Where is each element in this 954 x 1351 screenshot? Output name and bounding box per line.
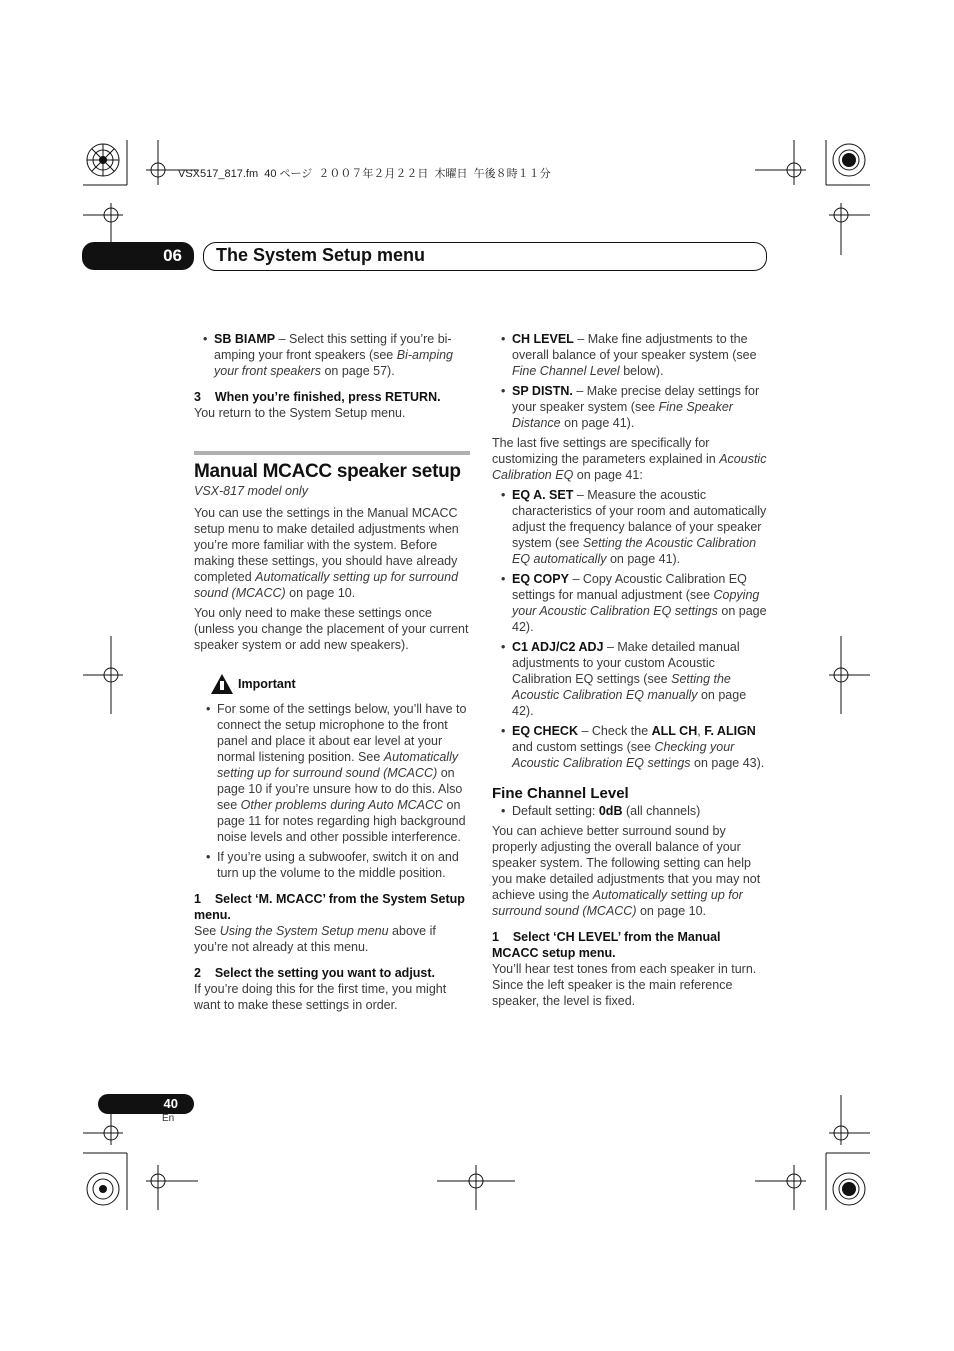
list-item-eq-check: • EQ CHECK – Check the ALL CH, F. ALIGN and custom settings (see Checking your Acoustic Calibration EQ settings on page 43). [492,723,768,771]
step-3-heading: 3 When you’re finished, press RETURN. [194,390,441,404]
important-heading: Important [210,673,470,695]
intro-paragraph-2: You only need to make these settings once (unless you change the placement of your current speaker system or add new speakers). [194,606,469,652]
step-1-text: See Using the System Setup menu above if you’re not already at this menu. [194,924,436,954]
language-code: En [162,1113,175,1124]
chapter-number: 06 [163,246,182,265]
model-note: VSX-817 model only [194,484,308,498]
right-column [492,331,768,1009]
step-2-heading: 2 Select the setting you want to adjust. [194,966,436,980]
page-number: 40 [163,1096,178,1111]
important-item-1: • For some of the settings below, you’ll have to connect the setup microphone to the front panel and place it about ear level at your normal listening position. See Automatically setting up for surround sound (MCACC) on page 10 if you’re unsure how to do this. Also see Other problems during Auto MCACC on page 11 for notes regarding high background noise levels and other possible interference. [197,701,470,845]
list-item-c1-c2-adj: • C1 ADJ/C2 ADJ – Make detailed manual adjustments to your custom Acoustic Calibration EQ settings (see Setting the Acoustic Calibration EQ manually on page 42). [492,639,768,719]
list-item-eq-copy: • EQ COPY – Copy Acoustic Calibration EQ settings for manual adjustment (see Copying your Acoustic Calibration EQ settings on page 42). [492,571,768,635]
list-item-ch-level: • CH LEVEL – Make fine adjustments to the overall balance of your speaker system (see Fine Channel Level below). [492,331,768,379]
list-item-eq-a-set: • EQ A. SET – Measure the acoustic characteristics of your room and automatically adjust the frequency balance of your speaker system (see Setting the Acoustic Calibration EQ automatically on page 41). [492,487,768,567]
step-1-ch-level-heading: 1 Select ‘CH LEVEL’ from the Manual MCACC setup menu. [492,930,725,960]
chapter-number-tab [82,242,194,270]
list-item-sb-biamp: • SB BIAMP – Select this setting if you’re bi-amping your front speakers (see Bi-amping your front speakers on page 57). [194,331,470,379]
chapter-title: The System Setup menu [216,245,426,265]
fine-channel-level-heading: Fine Channel Level [492,785,629,802]
intro-paragraph-1: You can use the settings in the Manual MCACC setup menu to make detailed adjustments when you’re more familiar with the system. Before making these settings, you should have already completed Automatically setting up for surround sound (MCACC) on page 10. [194,506,459,600]
step-2-text: If you’re doing this for the first time, you might want to make these settings in order. [194,982,447,1012]
default-setting: • Default setting: 0dB (all channels) [492,803,768,819]
chapter-title-box [203,242,767,271]
fine-channel-level-paragraph: You can achieve better surround sound by properly adjusting the overall balance of your speaker system. The following setting can help you make detailed adjustments that you may not achieve using the Automatically setting up for surround sound (MCACC) on page 10. [492,824,761,918]
step-3-text: You return to the System Setup menu. [194,406,406,420]
list-item-sp-distn: • SP DISTN. – Make precise delay settings for your speaker system (see Fine Speaker Distance on page 41). [492,383,768,431]
page-number-tab [98,1094,194,1114]
section-title: Manual MCACC speaker setup [194,461,461,482]
step-1-ch-level-text: You’ll hear test tones from each speaker in turn. Since the left speaker is the main reference speaker, the level is fixed. [492,962,757,1008]
section-rule [194,451,470,455]
warning-hand-icon [210,673,234,695]
left-column [194,331,470,1013]
last-five-paragraph: The last five settings are specifically for customizing the parameters explained in Acoustic Calibration EQ on page 41: [492,436,767,482]
important-item-2: • If you’re using a subwoofer, switch it on and turn up the volume to the middle position. [197,849,470,881]
step-1-heading: 1 Select ‘M. MCACC’ from the System Setup menu. [194,892,469,922]
print-header: VSX517_817.fm 40 ページ ２００７年２月２２日 木曜日 午後８時１１分 [178,168,551,180]
